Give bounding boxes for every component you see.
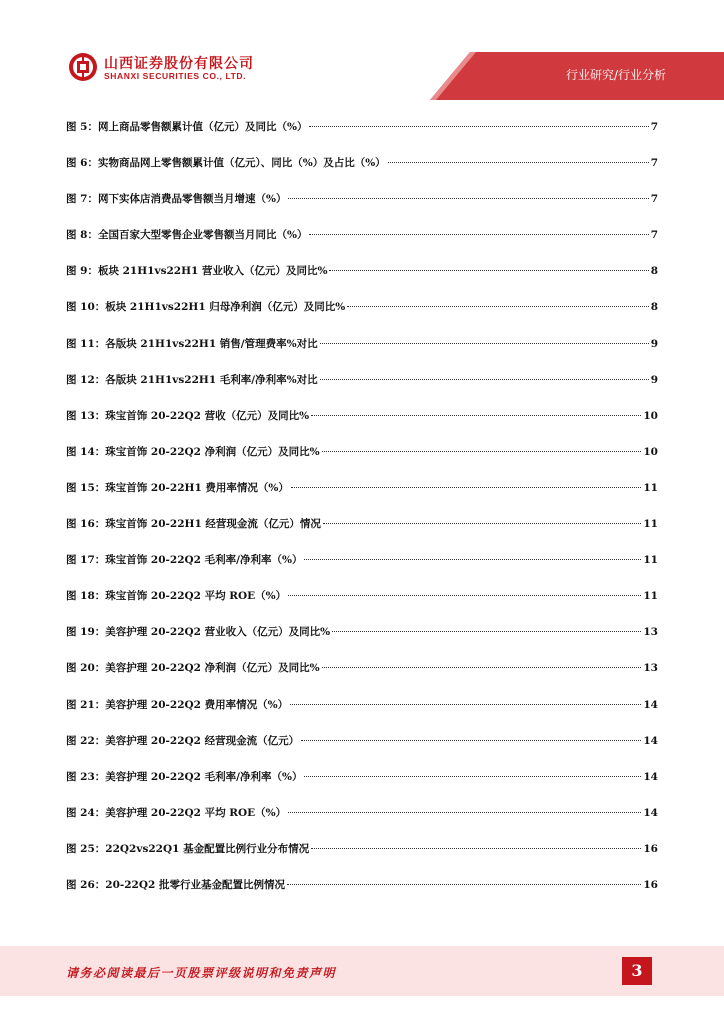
toc-leader bbox=[309, 233, 648, 235]
toc-title: 珠宝首饰 20-22H1 经营现金流（亿元）情况 bbox=[105, 518, 321, 531]
toc-entry[interactable] bbox=[66, 658, 658, 694]
toc-page: 14 bbox=[643, 806, 658, 819]
toc-title: 美容护理 20-22Q2 平均 ROE（%） bbox=[105, 806, 287, 819]
toc-title: 板块 21H1vs22H1 归母净利润（亿元）及同比% bbox=[105, 301, 346, 314]
toc-title: 美容护理 20-22Q2 经营现金流（亿元） bbox=[105, 734, 300, 747]
page-number: 3 bbox=[622, 957, 652, 985]
header-band bbox=[0, 0, 724, 100]
toc-title: 板块 21H1vs22H1 营业收入（亿元）及同比% bbox=[97, 265, 328, 278]
toc-leader bbox=[304, 558, 641, 560]
toc-entry[interactable] bbox=[66, 189, 658, 225]
toc-entry[interactable] bbox=[66, 767, 658, 803]
toc-title: 珠宝首饰 20-22Q2 平均 ROE（%） bbox=[105, 590, 287, 603]
toc-leader bbox=[287, 883, 641, 885]
toc-label: 图 20： bbox=[66, 662, 106, 675]
toc-leader bbox=[311, 414, 641, 416]
figure-toc bbox=[66, 117, 658, 911]
toc-label: 图 5： bbox=[66, 121, 98, 133]
toc-label: 图 24： bbox=[66, 806, 106, 819]
toc-leader bbox=[322, 450, 642, 452]
toc-label: 图 9： bbox=[66, 265, 98, 278]
toc-title: 美容护理 20-22Q2 净利润（亿元）及同比% bbox=[105, 662, 320, 675]
toc-label: 图 21： bbox=[66, 698, 106, 711]
toc-label: 图 15： bbox=[66, 481, 106, 494]
toc-entry[interactable] bbox=[66, 839, 658, 875]
toc-label: 图 18： bbox=[66, 590, 106, 603]
toc-title: 全国百家大型零售企业零售额当月同比（%） bbox=[97, 229, 308, 242]
toc-page: 14 bbox=[643, 734, 658, 747]
toc-leader bbox=[291, 486, 641, 488]
toc-entry[interactable] bbox=[66, 297, 658, 333]
toc-entry[interactable] bbox=[66, 478, 658, 514]
toc-entry[interactable] bbox=[66, 370, 658, 406]
toc-page: 7 bbox=[650, 157, 658, 170]
toc-leader bbox=[288, 594, 641, 596]
toc-page: 13 bbox=[643, 662, 658, 675]
toc-title: 22Q2vs22Q1 基金配置比例行业分布情况 bbox=[105, 842, 310, 855]
toc-label: 图 8： bbox=[66, 229, 98, 242]
toc-leader bbox=[320, 342, 649, 344]
toc-entry[interactable] bbox=[66, 586, 658, 622]
toc-label: 图 25： bbox=[66, 842, 106, 855]
company-name-cn: 山西证券股份有限公司 bbox=[104, 56, 254, 72]
toc-leader bbox=[388, 161, 649, 163]
toc-title: 实物商品网上零售额累计值（亿元）、同比（%）及占比（%） bbox=[97, 157, 386, 170]
toc-label: 图 23： bbox=[66, 770, 106, 783]
toc-title: 各版块 21H1vs22H1 毛利率/净利率%对比 bbox=[105, 373, 318, 386]
toc-leader bbox=[329, 269, 648, 271]
toc-page: 11 bbox=[643, 590, 658, 603]
toc-leader bbox=[290, 703, 641, 705]
toc-label: 图 26： bbox=[66, 878, 106, 891]
toc-entry[interactable] bbox=[66, 406, 658, 442]
toc-entry[interactable] bbox=[66, 261, 658, 297]
toc-entry[interactable] bbox=[66, 514, 658, 550]
page-header bbox=[0, 0, 724, 100]
toc-label: 图 7： bbox=[66, 193, 98, 206]
toc-page: 16 bbox=[643, 842, 658, 855]
toc-leader bbox=[301, 739, 641, 741]
toc-entry[interactable] bbox=[66, 695, 658, 731]
toc-entry[interactable] bbox=[66, 334, 658, 370]
toc-leader bbox=[288, 197, 648, 199]
toc-entry[interactable] bbox=[66, 622, 658, 658]
toc-title: 珠宝首饰 20-22Q2 毛利率/净利率（%） bbox=[105, 554, 303, 567]
toc-leader bbox=[288, 811, 641, 813]
toc-page: 8 bbox=[650, 301, 658, 314]
toc-title: 珠宝首饰 20-22H1 费用率情况（%） bbox=[105, 481, 289, 494]
company-name-en: SHANXI SECURITIES CO., LTD. bbox=[104, 71, 247, 81]
toc-entry[interactable] bbox=[66, 731, 658, 767]
toc-leader bbox=[322, 666, 642, 668]
toc-label: 图 19： bbox=[66, 626, 106, 639]
toc-page: 11 bbox=[643, 554, 658, 567]
toc-page: 11 bbox=[643, 518, 658, 531]
toc-leader bbox=[304, 775, 641, 777]
toc-entry[interactable] bbox=[66, 225, 658, 261]
toc-leader bbox=[332, 630, 641, 632]
toc-entry[interactable] bbox=[66, 117, 658, 153]
toc-entry[interactable] bbox=[66, 875, 658, 911]
toc-page: 7 bbox=[650, 121, 658, 133]
toc-label: 图 13： bbox=[66, 409, 106, 422]
toc-page: 13 bbox=[643, 626, 658, 639]
toc-label: 图 6： bbox=[66, 157, 98, 170]
toc-page: 9 bbox=[650, 337, 658, 350]
footer-disclaimer: 请务必阅读最后一页股票评级说明和免责声明 bbox=[66, 966, 337, 980]
toc-title: 各版块 21H1vs22H1 销售/管理费率%对比 bbox=[105, 337, 318, 350]
toc-page: 14 bbox=[643, 698, 658, 711]
toc-title: 美容护理 20-22Q2 营业收入（亿元）及同比% bbox=[105, 626, 331, 639]
toc-label: 图 16： bbox=[66, 518, 106, 531]
toc-label: 图 14： bbox=[66, 445, 106, 458]
toc-page: 14 bbox=[643, 770, 658, 783]
toc-entry[interactable] bbox=[66, 550, 658, 586]
toc-title: 20-22Q2 批零行业基金配置比例情况 bbox=[105, 878, 285, 891]
toc-page: 9 bbox=[650, 373, 658, 386]
company-logo-icon bbox=[68, 52, 98, 82]
toc-title: 珠宝首饰 20-22Q2 营收（亿元）及同比% bbox=[105, 409, 310, 422]
toc-leader bbox=[309, 125, 648, 127]
toc-leader bbox=[347, 305, 648, 307]
toc-label: 图 22： bbox=[66, 734, 106, 747]
toc-title: 美容护理 20-22Q2 毛利率/净利率（%） bbox=[105, 770, 303, 783]
toc-label: 图 12： bbox=[66, 373, 106, 386]
toc-leader bbox=[320, 378, 649, 380]
toc-page: 7 bbox=[650, 229, 658, 242]
toc-label: 图 11： bbox=[66, 337, 106, 350]
toc-page: 10 bbox=[643, 409, 658, 422]
toc-entry[interactable] bbox=[66, 803, 658, 839]
toc-leader bbox=[323, 522, 641, 524]
toc-page: 11 bbox=[643, 481, 658, 494]
toc-leader bbox=[311, 847, 641, 849]
toc-page: 8 bbox=[650, 265, 658, 278]
toc-title: 网下实体店消费品零售额当月增速（%） bbox=[97, 193, 287, 206]
toc-page: 10 bbox=[643, 445, 658, 458]
toc-label: 图 17： bbox=[66, 554, 106, 567]
toc-page: 7 bbox=[650, 193, 658, 206]
toc-title: 美容护理 20-22Q2 费用率情况（%） bbox=[105, 698, 289, 711]
report-category: 行业研究/行业分析 bbox=[565, 68, 666, 82]
toc-entry[interactable] bbox=[66, 442, 658, 478]
toc-entry[interactable] bbox=[66, 153, 658, 189]
toc-page: 16 bbox=[643, 878, 658, 891]
toc-label: 图 10： bbox=[66, 301, 106, 314]
toc-title: 珠宝首饰 20-22Q2 净利润（亿元）及同比% bbox=[105, 445, 320, 458]
toc-title: 网上商品零售额累计值（亿元）及同比（%） bbox=[97, 121, 308, 133]
